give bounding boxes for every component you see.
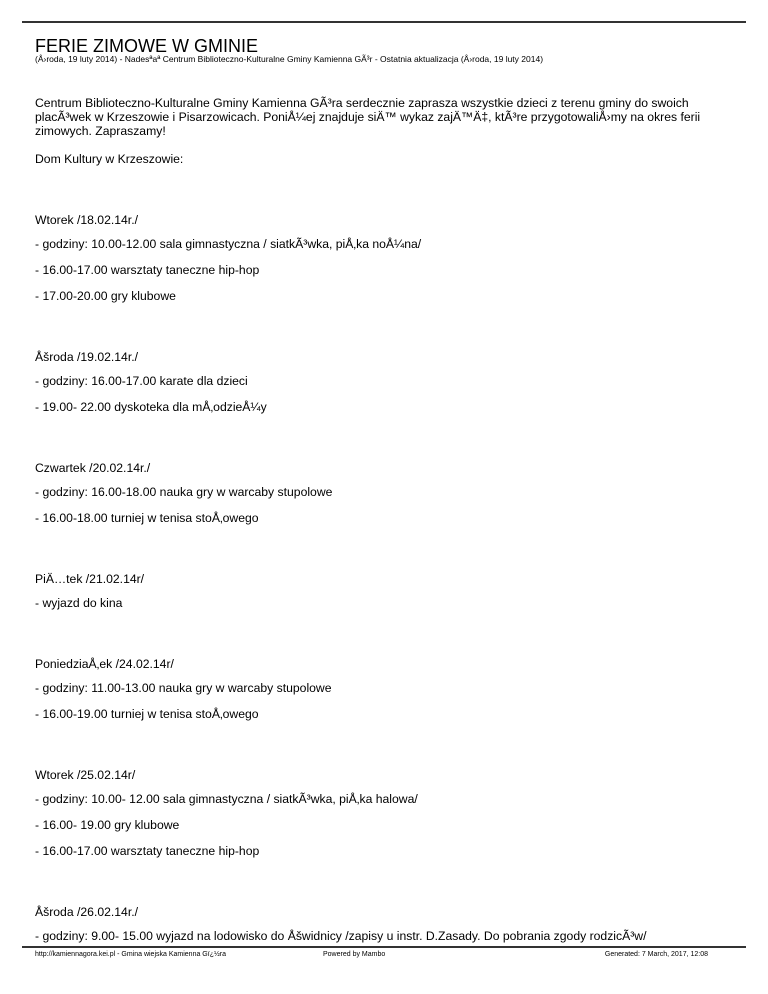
article-body [35, 96, 732, 955]
schedule-item: - godziny: 10.00-12.00 sala gimnastyczna / siatkÃ³wka, piÅ‚ka noÅ¼na/ [35, 237, 422, 251]
day-block [35, 657, 732, 721]
day-block [35, 572, 732, 610]
day-block [35, 905, 732, 943]
article-meta: (Å›roda, 19 luty 2014) - Nadesªaª Centrum Biblioteczno-Kulturalne Gminy Kamienna GÃ³r - Ostatnia aktualizacja (Å›roda, 19 luty 2014) [35, 54, 544, 64]
page-title: FERIE ZIMOWE W GMINIE [35, 36, 258, 56]
schedule-item: - 16.00-17.00 warsztaty taneczne hip-hop [35, 263, 260, 277]
day-heading: PoniedziaÅ‚ek /24.02.14r/ [35, 657, 174, 671]
schedule-item: - 16.00-19.00 turniej w tenisa stoÅ‚owego [35, 707, 259, 721]
footer-rule [22, 946, 746, 948]
header-rule [22, 21, 746, 23]
day-block [35, 768, 732, 858]
schedule-item: - godziny: 10.00- 12.00 sala gimnastyczna / siatkÃ³wka, piÅ‚ka halowa/ [35, 792, 418, 806]
schedule-item: - wyjazd do kina [35, 596, 123, 610]
schedule-item: - 17.00-20.00 gry klubowe [35, 289, 176, 303]
day-heading: Wtorek /25.02.14r/ [35, 768, 136, 782]
schedule-item: - 16.00- 19.00 gry klubowe [35, 818, 180, 832]
day-heading: Czwartek /20.02.14r./ [35, 461, 151, 475]
day-heading: Åšroda /19.02.14r./ [35, 350, 138, 364]
schedule-item: - 16.00-17.00 warsztaty taneczne hip-hop [35, 844, 260, 858]
footer-site-link[interactable]: http://kamiennagora.kei.pl - Gmina wiejska Kamienna Gï¿½ra [35, 951, 227, 958]
day-block [35, 461, 732, 525]
schedule-item: - 16.00-18.00 turniej w tenisa stoÅ‚owego [35, 511, 259, 525]
footer-powered-by: Powered by Mambo [323, 951, 386, 958]
intro-paragraph: Centrum Biblioteczno-Kulturalne Gminy Kamienna GÃ³ra serdecznie zaprasza wszystkie dzieci z terenu gminy do swoich placÃ³wek w Krzeszowie i Pisarzowicach. PoniÅ¼ej znajduje siÄ™ wykaz zajÄ™Ä‡, ktÃ³re przygotowaliÅ›my na okres ferii zimowych. Zapraszamy! [35, 96, 701, 138]
day-heading: Åšroda /26.02.14r./ [35, 905, 138, 919]
schedule-item: - godziny: 11.00-13.00 nauka gry w warcaby stupolowe [35, 681, 332, 695]
footer-generated-date: Generated: 7 March, 2017, 12:08 [604, 951, 708, 958]
day-block [35, 213, 732, 303]
section-heading: Dom Kultury w Krzeszowie: [35, 152, 184, 166]
day-block [35, 350, 732, 414]
schedule-item: - 19.00- 22.00 dyskoteka dla mÅ‚odzieÅ¼y [35, 400, 267, 414]
day-heading: PiÄ…tek /21.02.14r/ [35, 572, 145, 586]
schedule-item: - godziny: 9.00- 15.00 wyjazd na lodowisko do Åšwidnicy /zapisy u instr. D.Zasady. Do pobrania zgody rodzicÃ³w/ [35, 929, 647, 943]
schedule-item: - godziny: 16.00-18.00 nauka gry w warcaby stupolowe [35, 485, 333, 499]
schedule-item: - godziny: 16.00-17.00 karate dla dzieci [35, 374, 248, 388]
day-heading: Wtorek /18.02.14r./ [35, 213, 138, 227]
